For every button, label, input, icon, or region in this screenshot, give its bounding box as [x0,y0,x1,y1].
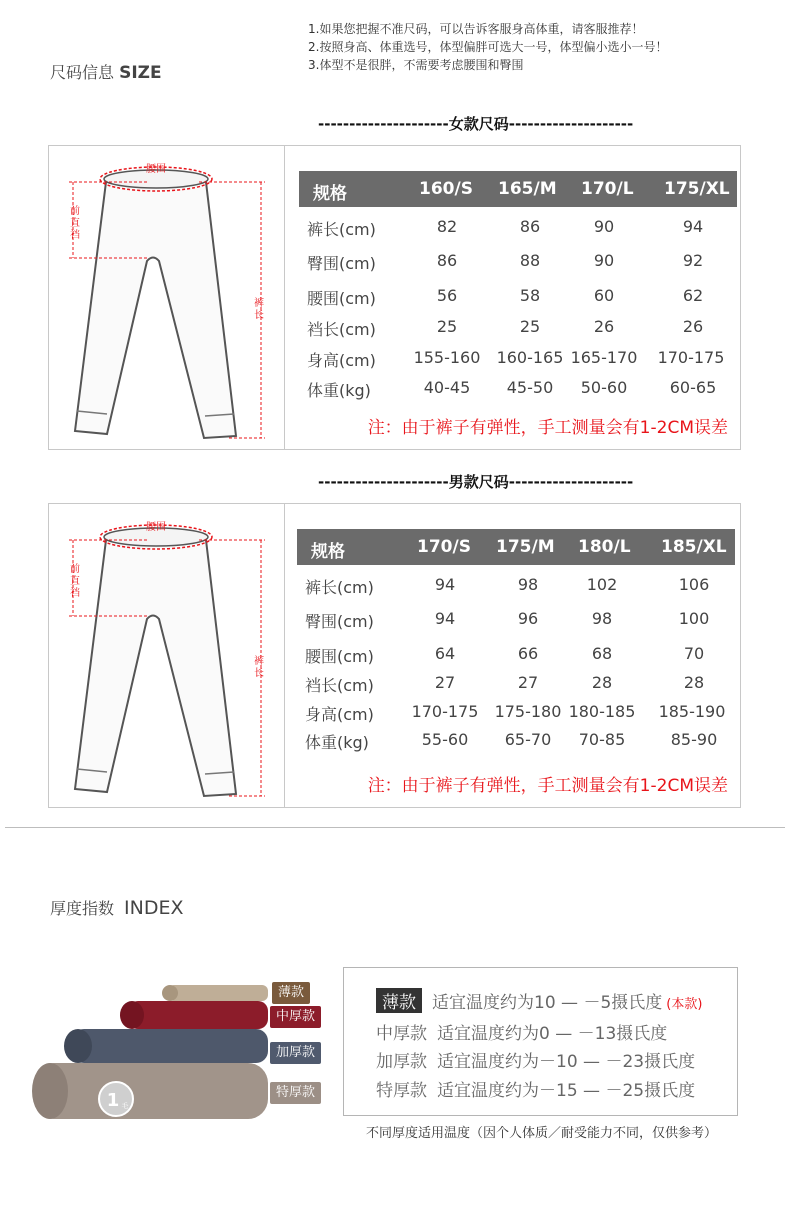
length-label: 裤 [254,656,264,667]
table-cell: 26 [593,317,615,336]
thickness-desc: 适宜温度约为10 — －5摄氏度 [432,993,663,1013]
front-rise-label: 直 [70,218,80,229]
table-cell: 25 [436,317,458,336]
row-label: 体重(kg) [305,733,369,752]
pants-diagram [49,504,285,807]
table-cell: 180-185 [568,702,636,721]
thickness-name: 加厚款 [376,1052,427,1072]
table-cell: 98 [591,609,613,628]
men-size-heading: ---------------------男款尺码-------------------- [318,473,634,491]
table-row [297,575,735,599]
table-cell: 175-180 [494,702,562,721]
tip-line: 2.按照身高、体重选号，体型偏胖可选大一号，体型偏小选小一号！ [308,40,668,54]
size-tips [308,20,667,74]
table-row [297,702,735,726]
row-label: 体重(kg) [307,381,371,400]
table-row [297,609,735,633]
table-cell: 62 [682,286,704,305]
tag-thick: 加厚款 [270,1042,321,1064]
table-row [299,348,737,372]
table-cell: 88 [519,251,541,270]
table-row [297,730,735,754]
front-rise-label: 直 [70,576,80,587]
tag-extra-thick: 特厚款 [270,1082,321,1104]
index-section-title [50,896,183,919]
col-header: 175/XL [664,179,730,199]
table-cell: 28 [591,673,613,692]
length-label: 长 [254,310,264,321]
waist-label: 腰围 [146,164,166,175]
size-section-title [50,60,162,83]
index-footnote: 不同厚度适用温度（因个人体质／耐受能力不同，仅供参考） [366,1126,718,1141]
table-cell: 26 [682,317,704,336]
row-label: 身高(cm) [307,351,376,370]
table-cell: 27 [517,673,539,692]
tag-thin: 薄款 [272,982,310,1004]
col-header: 规格 [313,184,347,204]
measurement-note: 注：由于裤子有弹性，手工测量会有1-2CM误差 [367,776,728,796]
men-size-box [48,503,741,808]
table-header [299,171,737,207]
current-product-marker: (本款) [666,997,703,1012]
thickness-name: 特厚款 [376,1081,427,1101]
table-cell: 155-160 [413,348,481,367]
fabric-thick-roll [64,1029,92,1063]
row-label: 裤长(cm) [305,578,374,597]
length-label: 长 [254,668,264,679]
fabric-thin-shape [168,985,268,1001]
badge-number: 1 [106,1090,120,1111]
table-row [297,673,735,697]
row-label: 腰围(cm) [305,647,374,666]
table-cell: 185-190 [658,702,726,721]
col-header: 180/L [578,537,631,557]
thickness-desc: 适宜温度约为0 — －13摄氏度 [437,1024,668,1044]
col-header: 规格 [311,542,345,562]
table-cell: 170-175 [657,348,725,367]
table-cell: 86 [519,217,541,236]
table-cell: 100 [678,609,710,628]
table-cell: 56 [436,286,458,305]
front-rise-label: 裆 [70,588,80,599]
col-header: 185/XL [661,537,727,557]
table-row [299,251,737,275]
row-label: 裤长(cm) [307,220,376,239]
row-label: 腰围(cm) [307,289,376,308]
thickness-row-selected [376,988,702,1013]
pants-diagram-svg [49,146,285,449]
front-rise-label: 裆 [70,230,80,241]
index-title-zh: 厚度指数 [50,899,115,918]
thickness-name: 中厚款 [376,1024,427,1044]
table-cell: 60-65 [669,378,717,397]
fabric-extra-thick-shape [34,1063,268,1119]
row-label: 臀围(cm) [307,254,376,273]
table-cell: 68 [591,644,613,663]
table-cell: 96 [517,609,539,628]
table-cell: 94 [434,609,456,628]
section-divider [5,827,785,828]
tag-medium: 中厚款 [270,1006,321,1028]
table-cell: 90 [593,217,615,236]
pants-outline-icon [75,182,236,438]
index-title-en: INDEX [124,897,184,919]
badge-sub: 毛 [121,1102,129,1110]
thickness-desc: 适宜温度约为－15 — －25摄氏度 [437,1081,696,1101]
measurement-note: 注：由于裤子有弹性，手工测量会有1-2CM误差 [367,418,728,438]
waist-label: 腰围 [146,522,166,533]
table-cell: 27 [434,673,456,692]
tip-line: 3.体型不是很胖，不需要考虑腰围和臀围 [308,58,524,72]
women-size-table [299,171,737,441]
table-cell: 28 [683,673,705,692]
row-label: 臀围(cm) [305,612,374,631]
thickness-name: 薄款 [376,988,422,1013]
table-cell: 98 [517,575,539,594]
table-header [297,529,735,565]
women-size-heading: ---------------------女款尺码-------------------- [318,115,634,133]
table-cell: 64 [434,644,456,663]
fabric-thick-shape [72,1029,268,1063]
table-cell: 85-90 [670,730,718,749]
table-cell: 66 [517,644,539,663]
table-row [299,286,737,310]
thickness-desc: 适宜温度约为－10 — －23摄氏度 [437,1052,696,1072]
table-cell: 94 [434,575,456,594]
row-label: 身高(cm) [305,705,374,724]
men-size-table [297,529,735,799]
table-cell: 65-70 [504,730,552,749]
front-rise-label: 前 [70,564,80,575]
women-size-box [48,145,741,450]
table-cell: 45-50 [506,378,554,397]
table-cell: 40-45 [423,378,471,397]
table-cell: 58 [519,286,541,305]
fabric-stack-illustration [30,975,270,1139]
col-header: 160/S [419,179,473,199]
fabric-medium-shape [128,1001,268,1029]
table-cell: 165-170 [570,348,638,367]
row-label: 裆长(cm) [307,320,376,339]
front-rise-label: 前 [70,206,80,217]
table-cell: 70-85 [578,730,626,749]
length-label: 裤 [254,298,264,309]
table-row [299,378,737,402]
pants-outline-icon [75,540,236,796]
table-cell: 170-175 [411,702,479,721]
thickness-index-box [343,967,738,1116]
table-row [297,644,735,668]
table-cell: 86 [436,251,458,270]
row-label: 裆长(cm) [305,676,374,695]
size-title-zh: 尺码信息 [50,63,115,82]
table-cell: 102 [586,575,618,594]
col-header: 165/M [498,179,557,199]
table-cell: 25 [519,317,541,336]
fabric-thin-roll [162,985,178,1001]
thickness-row [376,1076,695,1101]
col-header: 175/M [496,537,555,557]
table-row [299,217,737,241]
table-cell: 82 [436,217,458,236]
fabric-medium-roll [120,1001,144,1029]
table-cell: 90 [593,251,615,270]
pants-diagram-svg [49,504,285,807]
size-title-en: SIZE [119,63,162,83]
tip-line: 1.如果您把握不准尺码，可以告诉客服身高体重，请客服推荐！ [308,22,644,36]
col-header: 170/S [417,537,471,557]
table-row [299,317,737,341]
table-cell: 50-60 [580,378,628,397]
table-cell: 70 [683,644,705,663]
table-cell: 106 [678,575,710,594]
fabric-stack-svg [30,975,270,1135]
table-cell: 94 [682,217,704,236]
thickness-row [376,1047,695,1072]
thickness-row [376,1019,667,1044]
table-cell: 60 [593,286,615,305]
fabric-extra-thick-roll [32,1063,68,1119]
table-cell: 92 [682,251,704,270]
col-header: 170/L [581,179,634,199]
pants-diagram [49,146,285,449]
table-cell: 55-60 [421,730,469,749]
table-cell: 160-165 [496,348,564,367]
